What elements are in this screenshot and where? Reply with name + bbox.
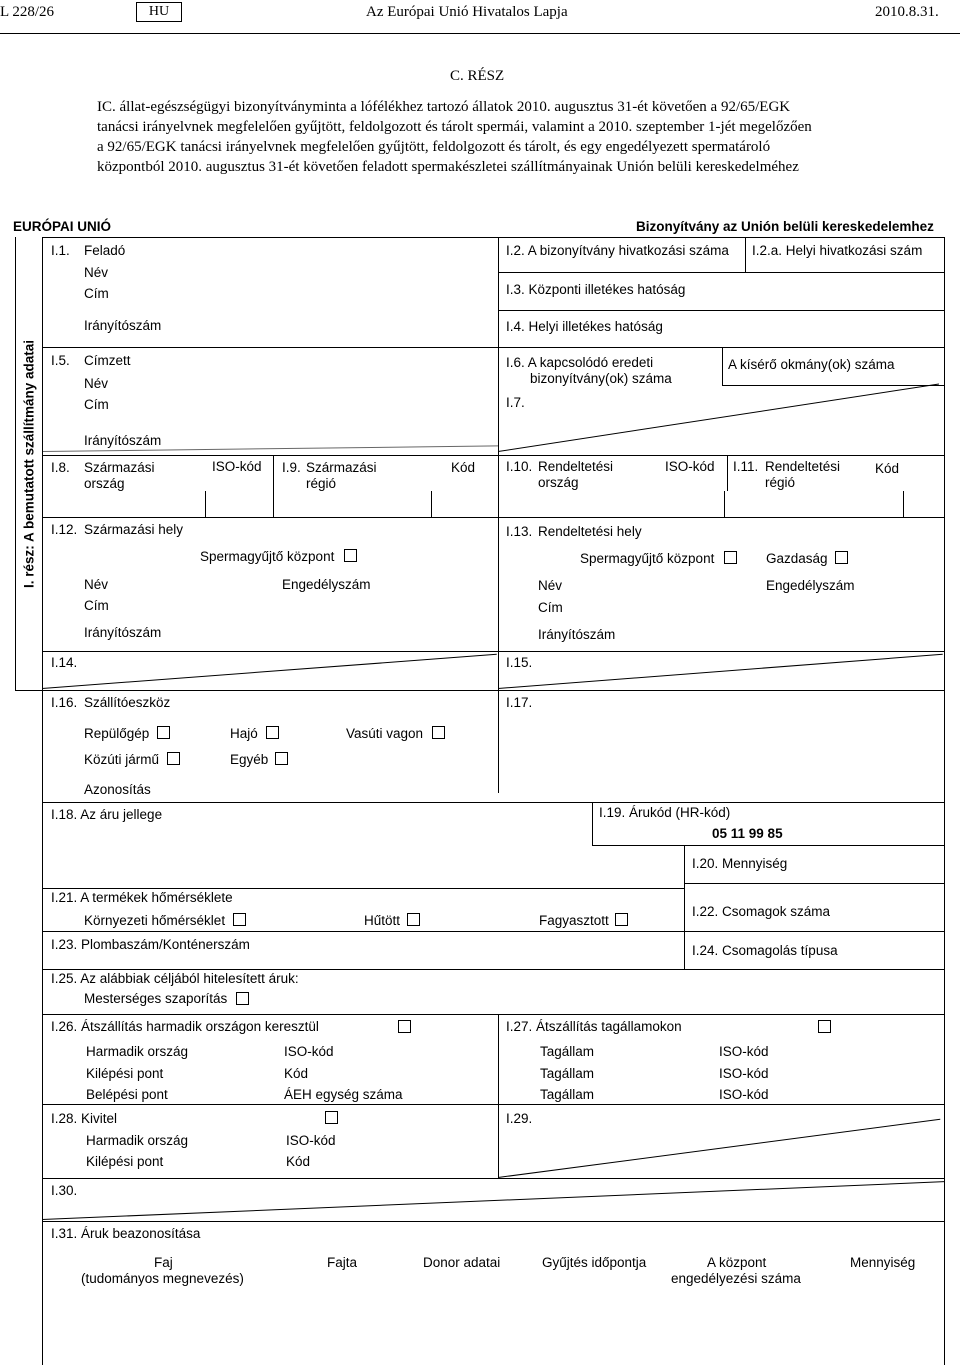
language-badge: HU [136, 2, 182, 22]
certificate-title: Bizonyítvány az Unión belüli kereskedelemhez [636, 219, 934, 234]
dest-name: Név [538, 578, 563, 593]
field-i11-number: I.11. [733, 459, 759, 474]
field-i9-label-b: régió [306, 476, 337, 491]
transport-ship-label: Hajó [230, 726, 258, 741]
consignor-postcode: Irányítószám [84, 318, 162, 333]
row-8-top [42, 455, 945, 456]
row-21-top [42, 888, 684, 889]
field-i10-label-b: ország [538, 475, 579, 490]
field-i19: I.19. Árukód (HR-kód) [599, 805, 731, 820]
right-small-column [684, 845, 685, 969]
col-center-sub: engedélyezési száma [671, 1271, 801, 1286]
field-i2: I.2. A bizonyítvány hivatkozási száma [506, 243, 729, 258]
field-i20: I.20. Mennyiség [692, 856, 788, 871]
i26-third-country: Harmadik ország [86, 1044, 189, 1059]
f10-f11-divider [727, 455, 728, 491]
f8-tick [205, 491, 206, 517]
f15-diagonal [498, 654, 943, 689]
field-i8-number: I.8. [51, 460, 70, 475]
i27-iso-1: ISO-kód [719, 1044, 769, 1059]
temp-chilled-label: Hűtött [364, 913, 401, 928]
row-12-top [42, 517, 945, 518]
field-i26: I.26. Átszállítás harmadik országon keresztül [51, 1019, 319, 1034]
row-26-top [42, 1014, 945, 1015]
form-left-border [42, 237, 43, 1365]
transport-road-checkbox[interactable] [167, 752, 180, 765]
field-i17: I.17. [506, 695, 533, 710]
field-i3: I.3. Központi illetékes hatóság [506, 282, 686, 297]
side-frame-left [15, 237, 16, 691]
row-25-top [42, 969, 945, 970]
transit-ms-checkbox[interactable] [818, 1020, 831, 1033]
field-i1-number: I.1. [51, 243, 70, 258]
transport-plane-checkbox[interactable] [157, 726, 170, 739]
field-i18: I.18. Az áru jellege [51, 807, 163, 822]
f10-tick [724, 491, 725, 517]
i27-iso-2: ISO-kód [719, 1066, 769, 1081]
transport-rail-checkbox[interactable] [432, 726, 445, 739]
field-i6-line1: I.6. A kapcsolódó eredeti [506, 355, 654, 370]
field-i1-label: Feladó [84, 243, 126, 258]
f2-bottom [498, 272, 944, 273]
consignee-name: Név [84, 376, 109, 391]
field-i13-number: I.13. [506, 524, 533, 539]
field-i12-label: Származási hely [84, 522, 184, 537]
field-i7: I.7. [506, 395, 525, 410]
consignee-postcode: Irányítószám [84, 433, 162, 448]
field-i14: I.14. [51, 655, 78, 670]
field-i30: I.30. [51, 1183, 78, 1198]
transport-other-checkbox[interactable] [275, 752, 288, 765]
transport-rail-label: Vasúti vagon [346, 726, 424, 741]
transit-third-checkbox[interactable] [398, 1020, 411, 1033]
dest-approval: Engedélyszám [766, 578, 855, 593]
f20-bottom [684, 883, 944, 884]
dest-farm-label: Gazdaság [766, 551, 828, 566]
field-i5-number: I.5. [51, 353, 70, 368]
i28-third-country: Harmadik ország [86, 1133, 189, 1148]
field-i8-label-a: Származási [84, 460, 155, 475]
consignee-address: Cím [84, 397, 109, 412]
export-checkbox[interactable] [325, 1111, 338, 1124]
origin-center-label: Spermagyűjtő központ [200, 549, 335, 564]
row-28-top [42, 1104, 945, 1105]
temp-frozen-label: Fagyasztott [539, 913, 609, 928]
f30-diagonal [42, 1181, 944, 1220]
i27-iso-3: ISO-kód [719, 1087, 769, 1102]
header-rule [0, 33, 960, 34]
col-collection-date: Gyűjtés időpontja [542, 1255, 647, 1270]
f8-f9-divider [273, 455, 274, 517]
origin-name: Név [84, 577, 109, 592]
field-i2a: I.2.a. Helyi hivatkozási szám [752, 243, 923, 258]
field-i25: I.25. Az alábbiak céljából hitelesített áruk: [51, 971, 299, 986]
col-center: A központ [707, 1255, 767, 1270]
side-label: I. rész: A bemutatott szállítmány adatai [21, 339, 37, 589]
intro-line-2: tanácsi irányelvnek megfelelően gyűjtött, feldolgozott és tárolt spermái, valamint a 2010. szeptember 1-jét megelőzően [97, 119, 812, 135]
i28-iso: ISO-kód [286, 1133, 336, 1148]
field-i8-label-b: ország [84, 476, 125, 491]
origin-postcode: Irányítószám [84, 625, 162, 640]
f11-tick [903, 491, 904, 517]
dest-farm-checkbox[interactable] [835, 551, 848, 564]
row-18-top [42, 802, 945, 803]
f9-tick [431, 491, 432, 517]
field-i27: I.27. Átszállítás tagállamokon [506, 1019, 682, 1034]
consignor-address: Cím [84, 286, 109, 301]
dest-center-checkbox[interactable] [724, 551, 737, 564]
f3-bottom [498, 310, 944, 311]
field-i16-label: Szállítóeszköz [84, 695, 171, 710]
field-i11-code: Kód [875, 461, 900, 476]
f18-f19-divider [592, 802, 593, 845]
field-i21: I.21. A termékek hőmérséklete [51, 890, 233, 905]
f6c-bottom [722, 385, 944, 386]
commodity-code: 05 11 99 85 [712, 826, 783, 841]
field-i29: I.29. [506, 1111, 533, 1126]
col-species: Faj [154, 1255, 173, 1270]
intro-line-3: a 92/65/EGK tanácsi irányelvnek megfelelően gyűjtött, feldolgozott és tárolt, és egy engedélyezett spermatároló [97, 139, 771, 155]
temp-frozen-checkbox[interactable] [615, 913, 628, 926]
field-i8-iso: ISO-kód [212, 459, 262, 474]
dest-address: Cím [538, 600, 563, 615]
page-reference: L 228/26 [0, 4, 55, 20]
center-divider-upper [498, 237, 499, 793]
f19-bottom [592, 845, 944, 846]
row-31-top [42, 1221, 945, 1222]
f29-diagonal [498, 1119, 940, 1178]
field-i10-number: I.10. [506, 459, 533, 474]
center-divider-lower [498, 1014, 499, 1178]
origin-approval: Engedélyszám [282, 577, 371, 592]
i28-code: Kód [286, 1154, 311, 1169]
i26-bip: ÁEH egység száma [284, 1087, 403, 1102]
f6-divider [722, 347, 723, 385]
f14-diagonal [42, 654, 497, 689]
side-frame-bottom [15, 690, 42, 691]
intro-line-4: központból 2010. augusztus 31-ét követően feladott spermakészletei szállítmányainak Unión belüli kereskedelméhez [97, 159, 799, 175]
col-quantity: Mennyiség [850, 1255, 916, 1270]
field-i11-label-b: régió [765, 475, 796, 490]
field-i11-label-a: Rendeltetési [765, 459, 841, 474]
field-i10-label-a: Rendeltetési [538, 459, 614, 474]
publication-date: 2010.8.31. [875, 4, 939, 20]
eu-label: EURÓPAI UNIÓ [13, 219, 112, 234]
i26-exit-point: Kilépési pont [86, 1066, 164, 1081]
part-title: C. RÉSZ [450, 68, 505, 84]
transport-other-label: Egyéb [230, 752, 269, 767]
field-i6-line2: bizonyítvány(ok) száma [530, 371, 672, 386]
field-i15: I.15. [506, 655, 533, 670]
purpose-ai-checkbox[interactable] [236, 992, 249, 1005]
i26-entry-point: Belépési pont [86, 1087, 168, 1102]
field-i28: I.28. Kivitel [51, 1111, 118, 1126]
dest-postcode: Irányítószám [538, 627, 616, 642]
origin-center-checkbox[interactable] [344, 549, 357, 562]
i26-iso: ISO-kód [284, 1044, 334, 1059]
col-donor: Donor adatai [423, 1255, 501, 1270]
field-i16-number: I.16. [51, 695, 78, 710]
transport-road-label: Közúti jármű [84, 752, 160, 767]
field-i22: I.22. Csomagok száma [692, 904, 831, 919]
consignor-name: Név [84, 265, 109, 280]
col-breed: Fajta [327, 1255, 358, 1270]
form-right-border [944, 237, 945, 1365]
field-i31: I.31. Áruk beazonosítása [51, 1226, 201, 1241]
i27-ms-1: Tagállam [540, 1044, 595, 1059]
row-23-top [42, 931, 945, 932]
origin-address: Cím [84, 598, 109, 613]
i27-ms-3: Tagállam [540, 1087, 595, 1102]
i26-code: Kód [284, 1066, 309, 1081]
field-i10-iso: ISO-kód [665, 459, 715, 474]
field-i24: I.24. Csomagolás típusa [692, 943, 838, 958]
i28-exit-point: Kilépési pont [86, 1154, 164, 1169]
purpose-ai-label: Mesterséges szaporítás [84, 991, 228, 1006]
i27-ms-2: Tagállam [540, 1066, 595, 1081]
field-i6-accompanying: A kísérő okmány(ok) száma [728, 357, 895, 372]
field-i4: I.4. Helyi illetékes hatóság [506, 319, 663, 334]
row-5-top [42, 347, 945, 348]
row-30-top [42, 1178, 945, 1179]
transport-ship-checkbox[interactable] [266, 726, 279, 739]
journal-title: Az Európai Unió Hivatalos Lapja [366, 4, 568, 20]
field-i12-number: I.12. [51, 522, 78, 537]
transport-plane-label: Repülőgép [84, 726, 150, 741]
row-16-top [42, 690, 945, 691]
row-14-top [42, 651, 945, 652]
field-i23: I.23. Plombaszám/Konténerszám [51, 937, 250, 952]
dest-center-label: Spermagyűjtő központ [580, 551, 715, 566]
form-top-border [42, 237, 945, 238]
intro-line-1: IC. állat-egészségügyi bizonyítványminta a lófélékhez tartozó állatok 2010. augusztus 31-ét követően a 92/65/EGK [97, 99, 791, 115]
col-species-sub: (tudományos megnevezés) [81, 1271, 244, 1286]
field-i9-label-a: Származási [306, 460, 377, 475]
field-i9-number: I.9. [282, 460, 301, 475]
field-i5-label: Címzett [84, 353, 131, 368]
temp-chilled-checkbox[interactable] [407, 913, 420, 926]
transport-identification: Azonosítás [84, 782, 151, 797]
temp-ambient-label: Környezeti hőmérséklet [84, 913, 226, 928]
temp-ambient-checkbox[interactable] [233, 913, 246, 926]
field-i9-code: Kód [451, 460, 476, 475]
field-i13-label: Rendeltetési hely [538, 524, 642, 539]
f2-divider [745, 237, 746, 272]
f7-diagonal [498, 384, 939, 452]
